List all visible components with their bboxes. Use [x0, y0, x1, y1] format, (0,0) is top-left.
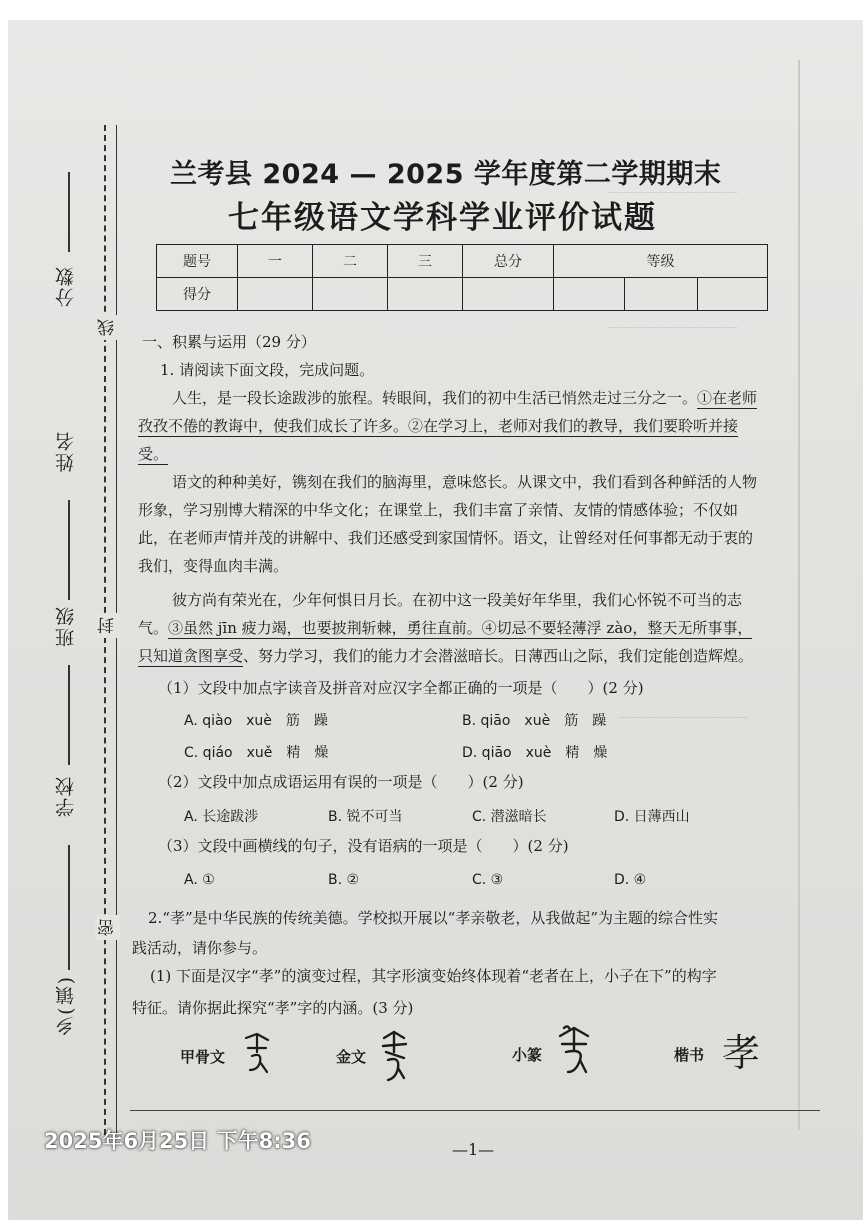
question-1-3: （3）文段中画横线的句子，没有语病的一项是（ ）(2 分)	[158, 837, 569, 855]
option-1-3-c[interactable]: C. ③	[472, 872, 504, 888]
seal-char-line: 线	[95, 315, 120, 340]
page-fold	[798, 60, 800, 1130]
score-table-header-row	[157, 245, 768, 278]
header-grade: 等级	[554, 245, 768, 278]
option-1-2-b[interactable]: B. 锐不可当	[328, 809, 403, 825]
passage-line: 气。③虽然 jīn 疲力竭，也要披荆斩棘，勇往直前。④切忌不要轻薄浮 zào，整天无所事事，	[138, 619, 753, 637]
option-1-2-c[interactable]: C. 潜滋暗长	[472, 809, 547, 825]
header-question-no: 题号	[157, 245, 238, 278]
bleed-through-text: ——————————	[608, 185, 738, 200]
bronze-glyph-icon	[378, 1028, 410, 1084]
side-label-class: 班级	[55, 605, 77, 647]
option-1-1-c[interactable]: C. qiáo xuě 精 燥	[184, 745, 329, 761]
label-oracle-bone: 甲骨文	[180, 1048, 226, 1066]
label-small-seal: 小篆	[512, 1046, 543, 1064]
passage-line: 我们，变得血肉丰满。	[138, 557, 289, 575]
score-cell[interactable]	[388, 278, 463, 311]
bottom-rule	[130, 1110, 820, 1111]
option-1-1-a[interactable]: A. qiào xuè 筋 躁	[184, 713, 328, 729]
passage-line: 只知道贪图享受、努力学习，我们的能力才会潜滋暗长。日薄西山之际，我们定能创造辉煌。	[138, 647, 754, 665]
question-2-1-cont: 特征。请你据此探究“孝”字的内涵。(3 分)	[132, 999, 414, 1017]
option-1-3-d[interactable]: D. ④	[614, 872, 647, 888]
passage-line: 形象，学习别博大精深的中华文化；在课堂上，我们丰富了亲情、友情的情感体验；不仅如	[138, 501, 739, 519]
question-1-2: （2）文段中加点成语运用有误的一项是（ ）(2 分)	[158, 773, 524, 791]
option-1-3-b[interactable]: B. ②	[328, 872, 360, 888]
school-blank	[68, 845, 70, 970]
side-label-school: 学校	[55, 775, 77, 817]
small-seal-glyph-icon	[556, 1022, 592, 1076]
option-1-1-b[interactable]: B. qiāo xuè 筋 躁	[462, 713, 607, 729]
question-2-1: (1) 下面是汉字“孝”的演变过程，其字形演变始终体现着“老者在上，小子在下”的构字	[150, 967, 717, 985]
page-number: —1—	[452, 1140, 495, 1159]
exam-title: 兰考县 2024 — 2025 学年度第二学期期末	[170, 159, 722, 190]
bleed-through-text: ——————————	[608, 320, 738, 335]
score-blank	[68, 172, 70, 252]
label-bronze: 金文	[336, 1048, 367, 1066]
passage-line: 人生，是一段长途跋涉的旅程。转眼间，我们的初中生活已悄然走过三分之一。①在老师	[172, 389, 758, 407]
row-label-score: 得分	[157, 278, 238, 311]
option-1-3-a[interactable]: A. ①	[184, 872, 215, 888]
side-label-name: 姓名	[55, 430, 77, 472]
header-total: 总分	[463, 245, 554, 278]
option-1-2-a[interactable]: A. 长途跋涉	[184, 809, 259, 825]
question-1-1: （1）文段中加点字读音及拼音对应汉字全都正确的一项是（ ）(2 分)	[158, 679, 644, 697]
bleed-through-text: ——————————	[618, 710, 748, 725]
option-1-2-d[interactable]: D. 日薄西山	[614, 809, 690, 825]
grade-cell[interactable]	[698, 278, 768, 311]
question-1-intro: 1. 请阅读下面文段，完成问题。	[160, 361, 375, 379]
seal-char-seal: 封	[95, 613, 120, 638]
oracle-bone-glyph-icon	[240, 1030, 274, 1076]
passage-line: 孜孜不倦的教诲中，使我们成长了许多。②在学习上，老师对我们的教导，我们要聆听并接	[138, 417, 739, 435]
option-1-1-d[interactable]: D. qiāo xuè 精 燥	[462, 745, 608, 761]
score-cell[interactable]	[463, 278, 554, 311]
section-heading: 一、积累与运用（29 分）	[142, 333, 316, 351]
seal-char-dense: 密	[95, 915, 120, 940]
side-label-township: 乡(镇)	[55, 975, 77, 1036]
passage-line: 语文的种种美好，镌刻在我们的脑海里，意味悠长。从课文中，我们看到各种鲜活的人物	[172, 473, 758, 491]
score-cell[interactable]	[238, 278, 313, 311]
passage-line: 此，在老师声情并茂的讲解中、我们还感受到家国情怀。语文，让曾经对任何事都无动于衷的	[138, 529, 754, 547]
name-blank	[68, 500, 70, 600]
class-blank	[68, 665, 70, 765]
exam-subtitle: 七年级语文学科学业评价试题	[228, 200, 657, 236]
header-part-3: 三	[388, 245, 463, 278]
question-2: 2.“孝”是中华民族的传统美德。学校拟开展以“孝亲敬老，从我做起”为主题的综合性实	[148, 909, 718, 927]
label-regular-script: 楷书	[674, 1046, 705, 1064]
passage-line: 彼方尚有荣光在，少年何惧日月长。在初中这一段美好年华里，我们心怀锐不可当的志	[172, 591, 743, 609]
grade-cell[interactable]	[554, 278, 625, 311]
question-2-cont: 践活动，请你参与。	[132, 939, 268, 957]
header-part-2: 二	[313, 245, 388, 278]
grade-cell[interactable]	[625, 278, 698, 311]
regular-script-glyph: 孝	[722, 1031, 761, 1075]
score-table	[156, 244, 768, 311]
score-cell[interactable]	[313, 278, 388, 311]
photo-timestamp: 2025年6月25日 下午8:36	[44, 1129, 311, 1153]
header-part-1: 一	[238, 245, 313, 278]
score-table-score-row	[157, 278, 768, 311]
passage-line: 受。	[138, 445, 169, 463]
side-label-score: 分数	[55, 265, 77, 307]
